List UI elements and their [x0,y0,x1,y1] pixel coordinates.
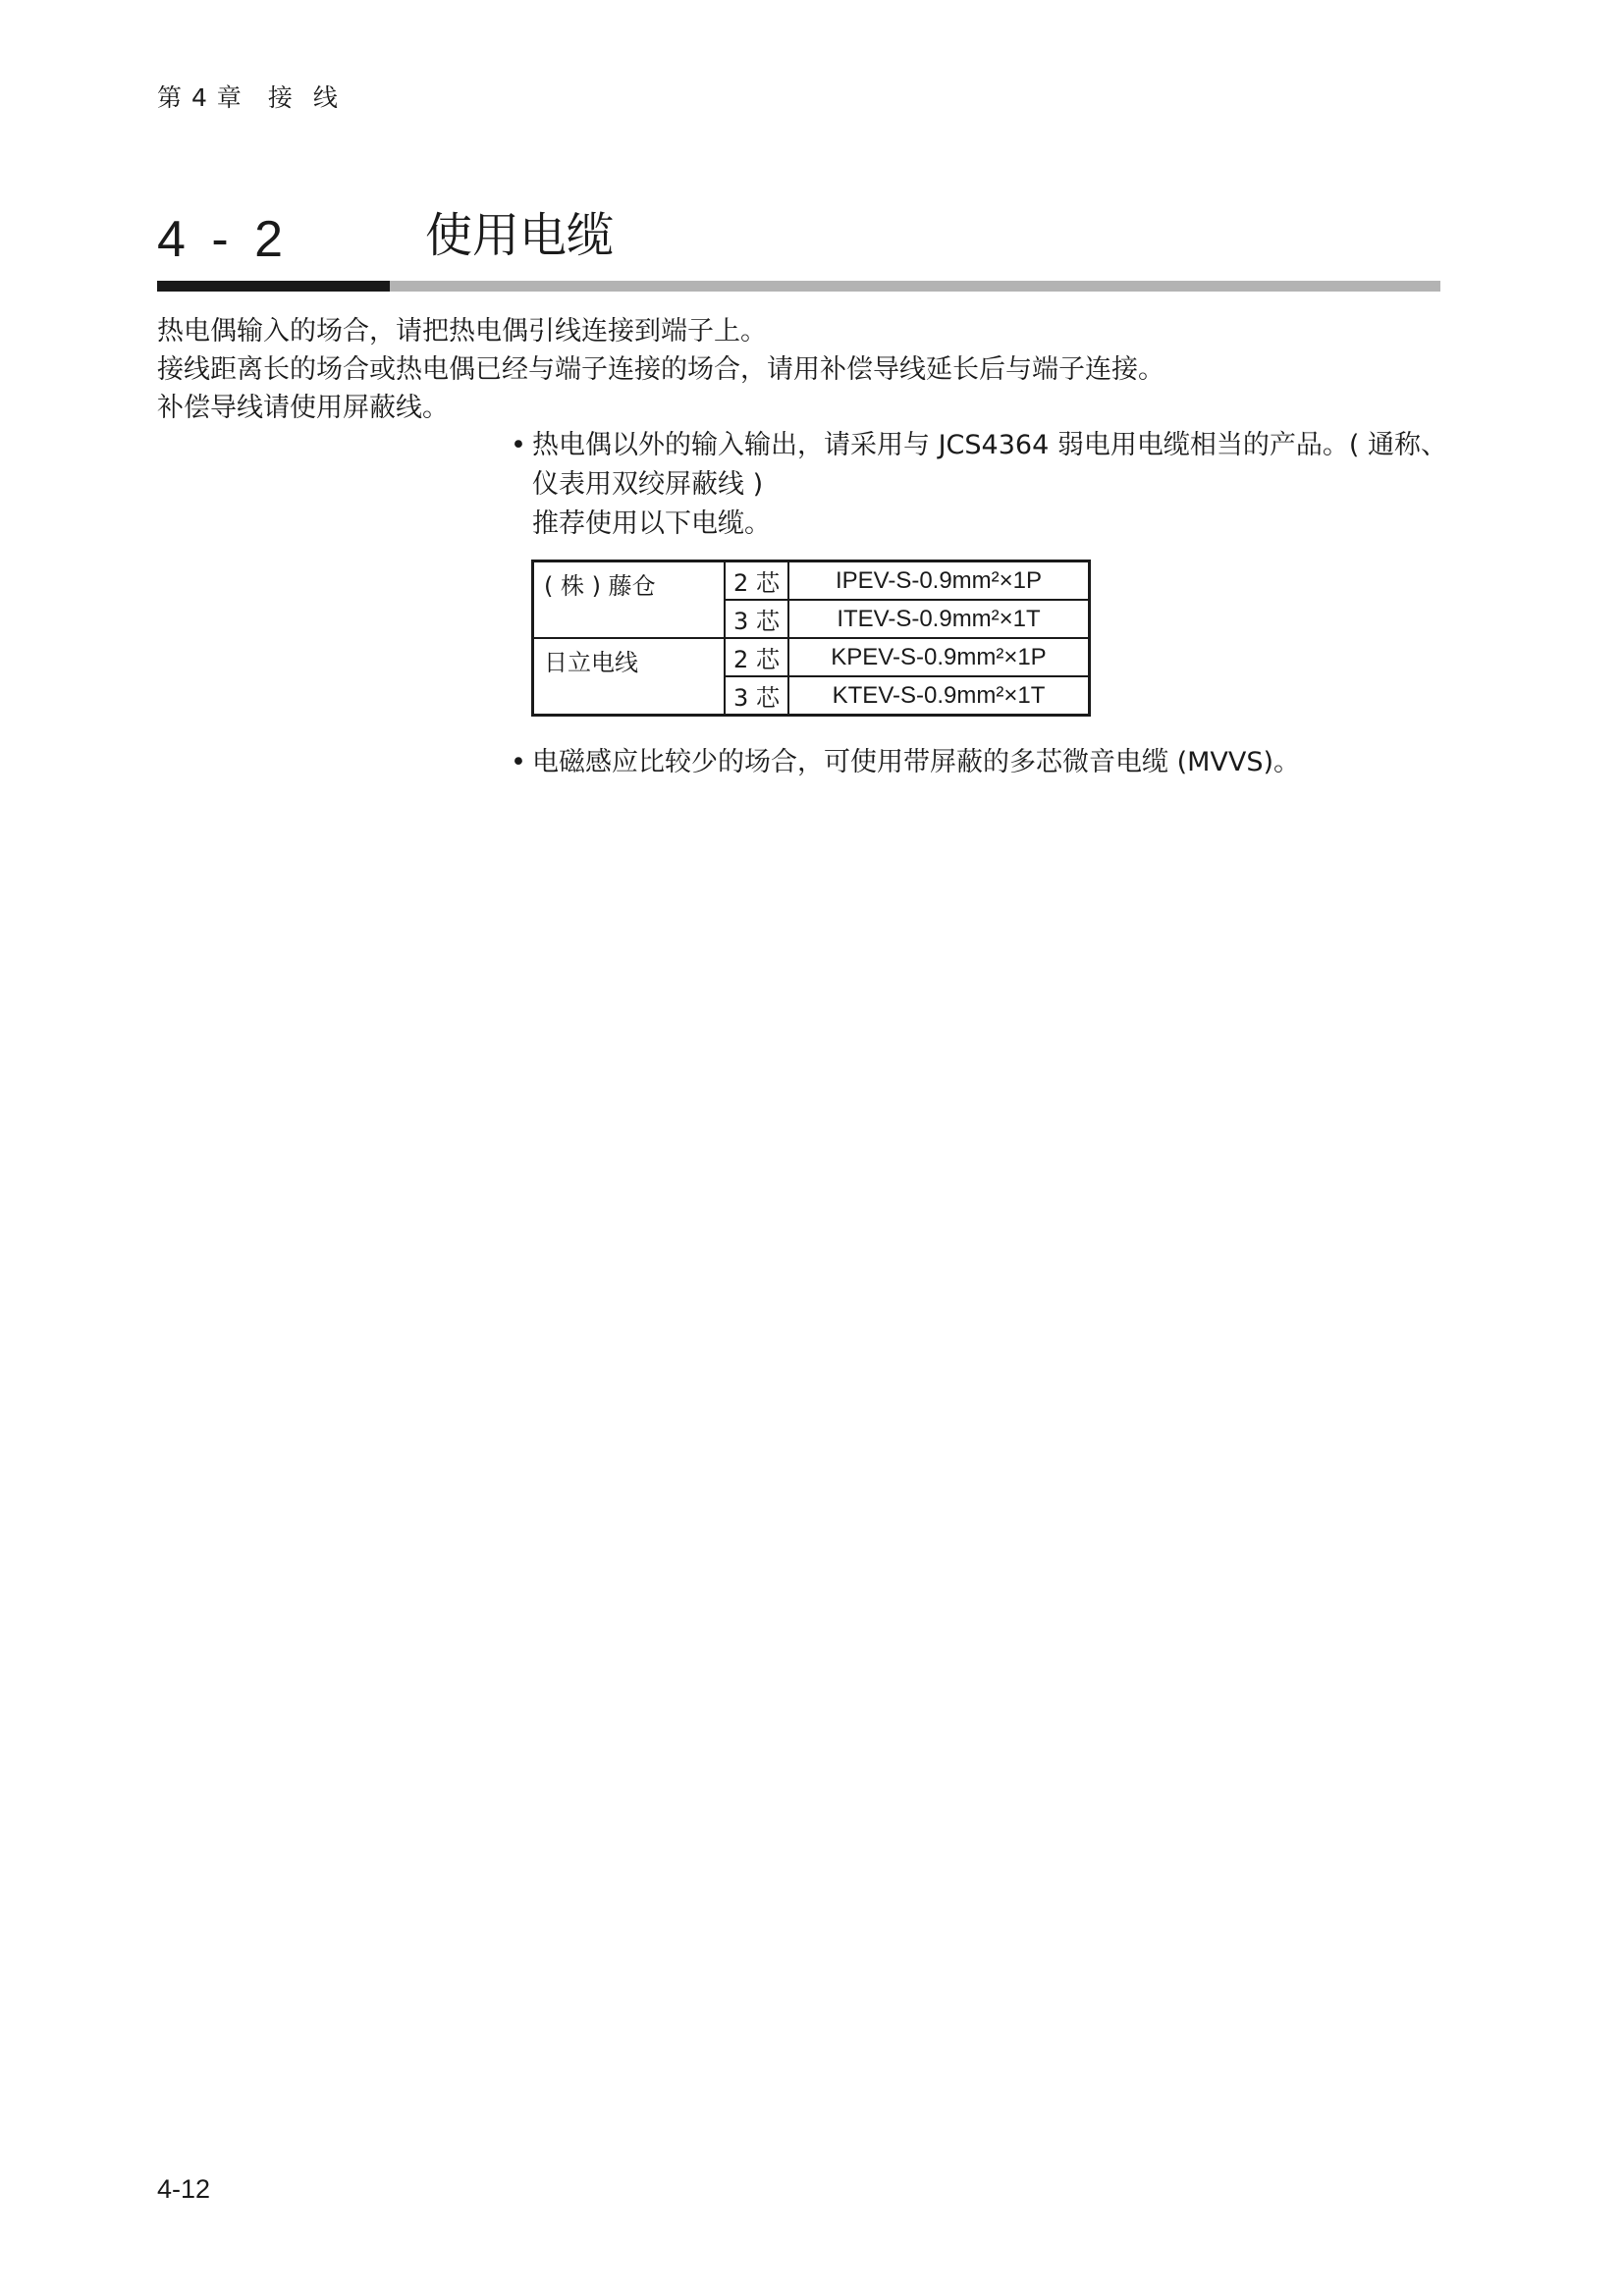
bullet-text-continued: 仪表用双绞屏蔽线 ) [532,469,764,500]
section-number: 4 - 2 [157,211,290,268]
chapter-header [157,79,339,114]
section-rule-gray [390,281,1440,292]
table-row [533,638,1090,676]
bullet-dot: • [511,430,526,460]
cores-cell: 3 芯 [725,600,788,638]
table-row [533,561,1090,601]
chapter-word-1: 接 [267,83,294,112]
chapter-label: 第 4 章 [157,83,243,112]
bullet-mvvs-cable [511,743,1300,782]
bullet-text: 电磁感应比较少的场合，可使用带屏蔽的多芯微音电缆 (MVVS)。 [532,747,1301,777]
cores-cell: 2 芯 [725,638,788,676]
bullet-recommended-cables [511,426,1453,544]
intro-line: 补偿导线请使用屏蔽线。 [157,393,449,423]
cores-cell: 2 芯 [725,561,788,601]
intro-line: 接线距离长的场合或热电偶已经与端子连接的场合，请用补偿导线延长后与端子连接。 [157,354,1164,385]
bullet-text: 热电偶以外的输入输出，请采用与 JCS4364 弱电用电缆相当的产品。( 通称、 [532,430,1447,460]
model-cell: KTEV-S-0.9mm²×1T [788,676,1090,716]
cores-cell: 3 芯 [725,676,788,716]
bullet-text-recommend: 推荐使用以下电缆。 [532,508,771,539]
chapter-word-2: 线 [312,83,339,112]
maker-cell: ( 株 ) 藤仓 [533,561,726,639]
bullet-dot: • [511,747,526,777]
model-cell: ITEV-S-0.9mm²×1T [788,600,1090,638]
section-title: 使用电缆 [425,208,615,263]
intro-line: 热电偶输入的场合，请把热电偶引线连接到端子上。 [157,316,767,347]
section-rule-black [157,281,390,292]
model-cell: IPEV-S-0.9mm²×1P [788,561,1090,601]
maker-cell: 日立电线 [533,638,726,716]
page-number: 4-12 [157,2174,211,2204]
model-cell: KPEV-S-0.9mm²×1P [788,638,1090,676]
intro-paragraph [157,312,1164,427]
cable-table [531,560,1091,717]
